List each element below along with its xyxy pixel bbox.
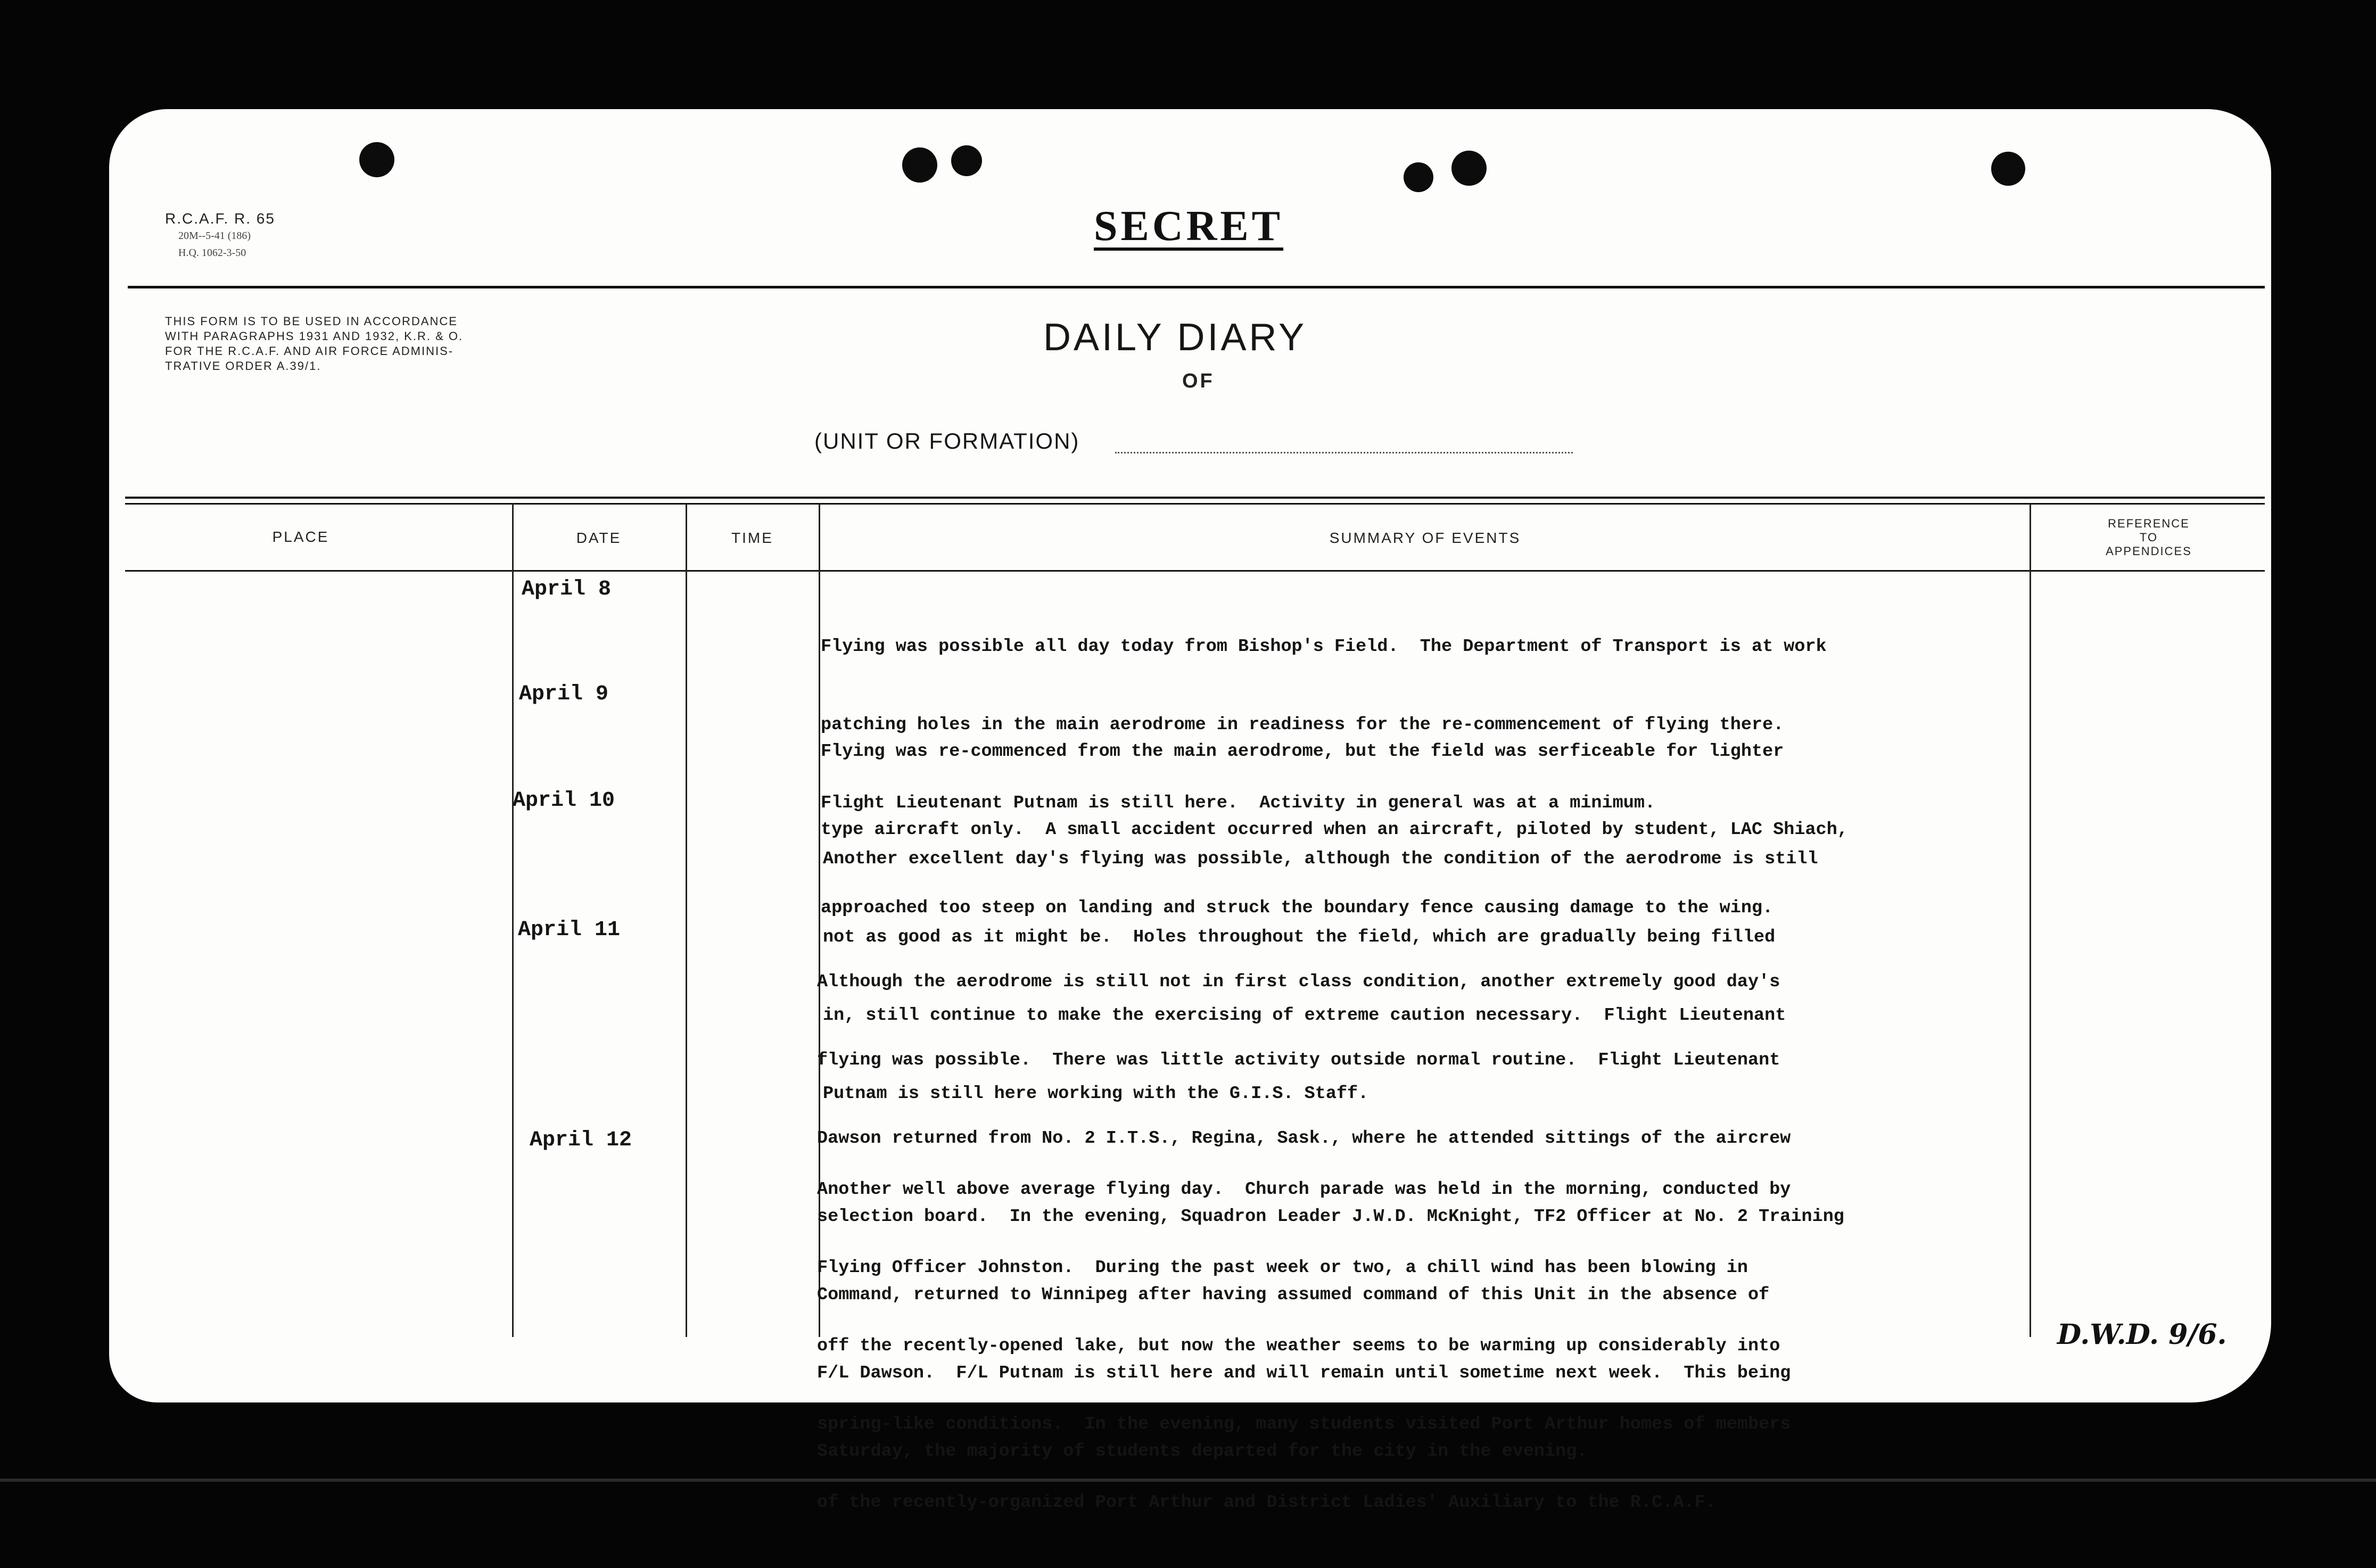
summary-line: Flight Lieutenant Putnam is still here. Activity in general was at a minimum. bbox=[821, 793, 1656, 813]
entry-summary bbox=[817, 1125, 1791, 1568]
page-title: DAILY DIARY bbox=[1043, 316, 1307, 359]
summary-line: Dawson returned from No. 2 I.T.S., Regina, Sask., where he attended sittings of the aircrew bbox=[817, 1128, 1791, 1149]
reference-line: REFERENCE bbox=[2108, 517, 2190, 530]
column-header-rule bbox=[125, 570, 2265, 572]
entry-date: April 9 bbox=[519, 682, 609, 706]
column-header-summary: SUMMARY OF EVENTS bbox=[1329, 530, 1521, 546]
summary-line: Putnam is still here working with the G.I.S. Staff. bbox=[823, 1084, 1369, 1104]
punch-hole bbox=[951, 145, 982, 176]
summary-line: spring-like conditions. In the evening, many students visited Port Arthur homes of members bbox=[817, 1414, 1791, 1434]
summary-line: Although the aerodrome is still not in first class condition, another extremely good day's bbox=[817, 972, 1780, 992]
instruction-line: FOR THE R.C.A.F. AND AIR FORCE ADMINIS- bbox=[165, 344, 454, 358]
punch-hole bbox=[359, 142, 394, 177]
punch-hole bbox=[1404, 162, 1433, 192]
column-header-date: DATE bbox=[576, 530, 622, 546]
summary-line: approached too steep on landing and struck the boundary fence causing damage to the wing. bbox=[821, 898, 1773, 918]
summary-line: Another excellent day's flying was possible, although the condition of the aerodrome is still bbox=[823, 849, 1818, 869]
punch-hole bbox=[1991, 152, 2025, 186]
summary-line: not as good as it might be. Holes throughout the field, which are gradually being filled bbox=[823, 927, 1776, 947]
column-divider bbox=[512, 504, 514, 1337]
column-header-time: TIME bbox=[731, 530, 773, 546]
summary-line: selection board. In the evening, Squadron Leader J.W.D. McKnight, TF2 Officer at No. 2 Training bbox=[817, 1207, 1844, 1227]
summary-line: Saturday, the majority of students departed for the city in the evening. bbox=[817, 1441, 1588, 1462]
scan-edge bbox=[0, 1479, 2376, 1482]
punch-hole bbox=[902, 147, 937, 183]
summary-line: off the recently-opened lake, but now the weather seems to be warming up considerably into bbox=[817, 1336, 1780, 1356]
unit-field bbox=[1115, 452, 1573, 453]
form-identifier bbox=[165, 210, 275, 261]
reference-line: TO bbox=[2139, 531, 2158, 544]
instruction-line: THIS FORM IS TO BE USED IN ACCORDANCE bbox=[165, 315, 458, 328]
column-header-place: PLACE bbox=[272, 529, 329, 545]
table-top-rule bbox=[125, 497, 2265, 499]
summary-line: F/L Dawson. F/L Putnam is still here and will remain until sometime next week. This being bbox=[817, 1363, 1791, 1383]
instruction-line: WITH PARAGRAPHS 1931 AND 1932, K.R. & O. bbox=[165, 329, 464, 343]
form-number: R.C.A.F. R. 65 bbox=[165, 210, 275, 227]
summary-line: Flying Officer Johnston. During the past week or two, a chill wind has been blowing in bbox=[817, 1258, 1748, 1278]
summary-line: in, still continue to make the exercising of extreme caution necessary. Flight Lieutenant bbox=[823, 1005, 1786, 1026]
instruction-line: TRATIVE ORDER A.39/1. bbox=[165, 359, 321, 373]
summary-line: patching holes in the main aerodrome in readiness for the re-commencement of flying there. bbox=[821, 715, 1784, 735]
entry-date: April 12 bbox=[530, 1128, 632, 1152]
form-instructions bbox=[165, 314, 591, 374]
form-hq-code: H.Q. 1062-3-50 bbox=[178, 247, 246, 259]
unit-label: (UNIT OR FORMATION) bbox=[814, 428, 1080, 453]
summary-line: Command, returned to Winnipeg after having assumed command of this Unit in the absence of bbox=[817, 1285, 1770, 1305]
summary-line: type aircraft only. A small accident occurred when an aircraft, piloted by student, LAC Shiach, bbox=[821, 820, 1848, 840]
column-divider bbox=[686, 504, 687, 1337]
entry-date: April 10 bbox=[513, 789, 615, 813]
entry-date: April 8 bbox=[522, 577, 612, 601]
entry-date: April 11 bbox=[518, 918, 621, 942]
security-classification: SECRET bbox=[1094, 203, 1284, 250]
title-of: OF bbox=[1182, 370, 1215, 392]
summary-line: Flying was possible all day today from Bishop's Field. The Department of Transport is at work bbox=[821, 637, 1827, 657]
punch-hole bbox=[1451, 151, 1487, 186]
header-rule bbox=[128, 286, 2265, 288]
diary-sheet bbox=[109, 109, 2271, 1513]
handwritten-initials: D.W.D. 9/6. bbox=[2057, 1318, 2227, 1351]
reference-line: APPENDICES bbox=[2106, 544, 2192, 558]
form-print-code: 20M--5-41 (186) bbox=[178, 230, 251, 242]
table-top-rule bbox=[125, 503, 2265, 505]
column-divider bbox=[2030, 504, 2031, 1337]
summary-line: Another well above average flying day. Church parade was held in the morning, conducted by bbox=[817, 1179, 1791, 1200]
summary-line: flying was possible. There was little activity outside normal routine. Flight Lieutenant bbox=[817, 1050, 1780, 1070]
summary-line: of the recently-organized Port Arthur and District Ladies' Auxiliary to the R.C.A.F. bbox=[817, 1492, 1716, 1513]
summary-line: Flying was re-commenced from the main aerodrome, but the field was serficeable for lighter bbox=[821, 741, 1784, 762]
column-header-reference bbox=[2032, 517, 2266, 558]
